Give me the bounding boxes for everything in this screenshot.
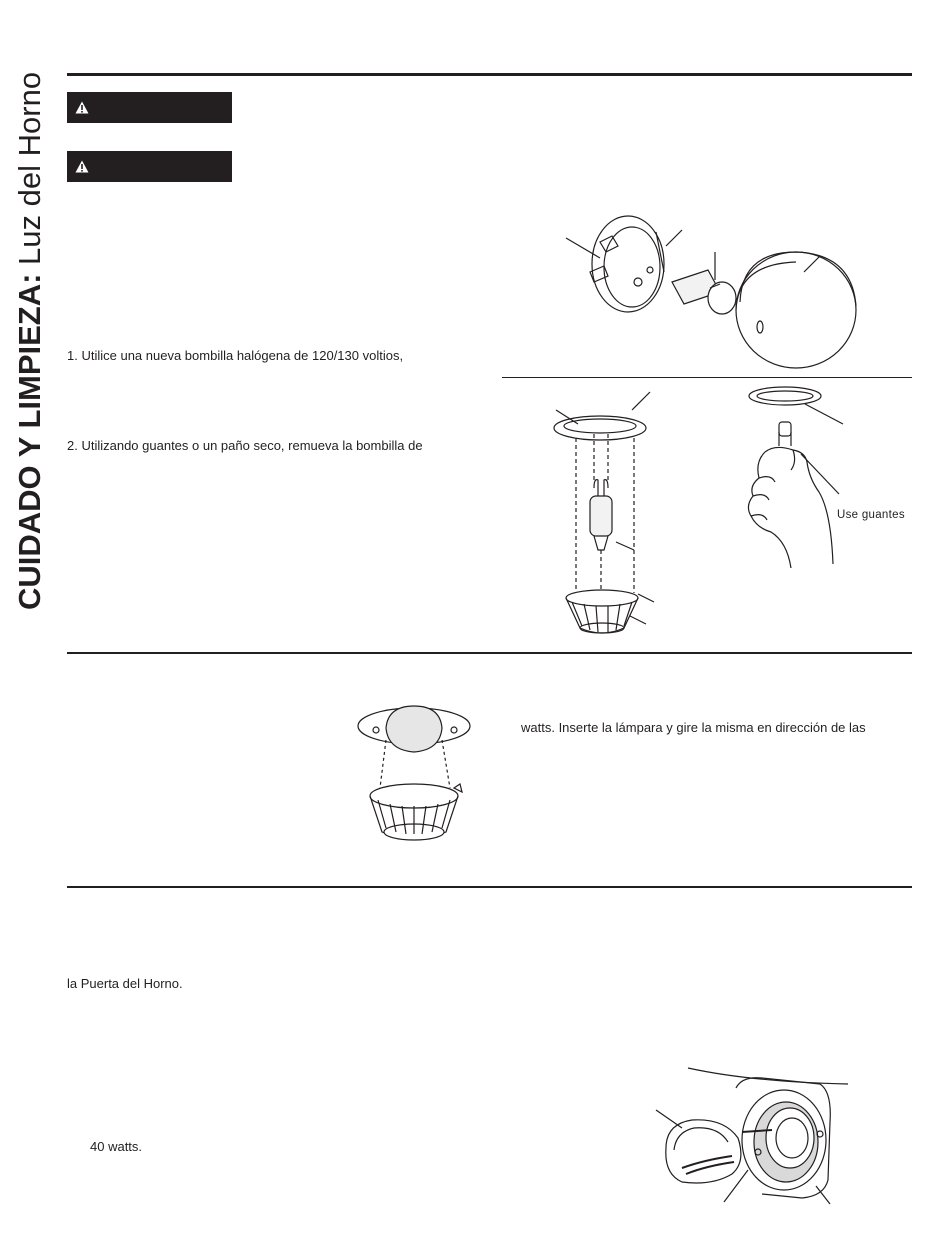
figure-divider xyxy=(502,377,912,378)
lower-divider xyxy=(67,886,912,888)
halogen-bulb-exploded-illustration xyxy=(550,388,660,640)
warning-banner xyxy=(67,92,232,123)
top-divider xyxy=(67,73,912,76)
light-assembly-illustration xyxy=(560,212,880,377)
step-2-text: 2. Utilizando guantes o un paño seco, remueva la bombilla de xyxy=(67,438,423,453)
dome-light-illustration xyxy=(356,700,476,850)
warning-triangle-icon xyxy=(75,101,89,114)
warning-banner xyxy=(67,151,232,182)
section-title-light: Luz del Horno xyxy=(12,71,47,265)
warning-triangle-icon xyxy=(75,160,89,173)
middle-divider xyxy=(67,652,912,654)
door-light-illustration xyxy=(652,1062,852,1212)
step-1-text: 1. Utilice una nueva bombilla halógena de 120/130 voltios, xyxy=(67,348,404,363)
gloves-label: Use guantes xyxy=(837,509,905,521)
middle-text-line: watts. Inserte la lámpara y gire la misma en dirección de las xyxy=(521,720,866,735)
watts-text-line: 40 watts. xyxy=(90,1139,143,1154)
section-title-bold: CUIDADO Y LIMPIEZA: xyxy=(12,273,47,610)
door-text-line: la Puerta del Horno. xyxy=(67,976,183,991)
section-title xyxy=(10,10,50,610)
gloved-hand-illustration xyxy=(735,382,845,572)
